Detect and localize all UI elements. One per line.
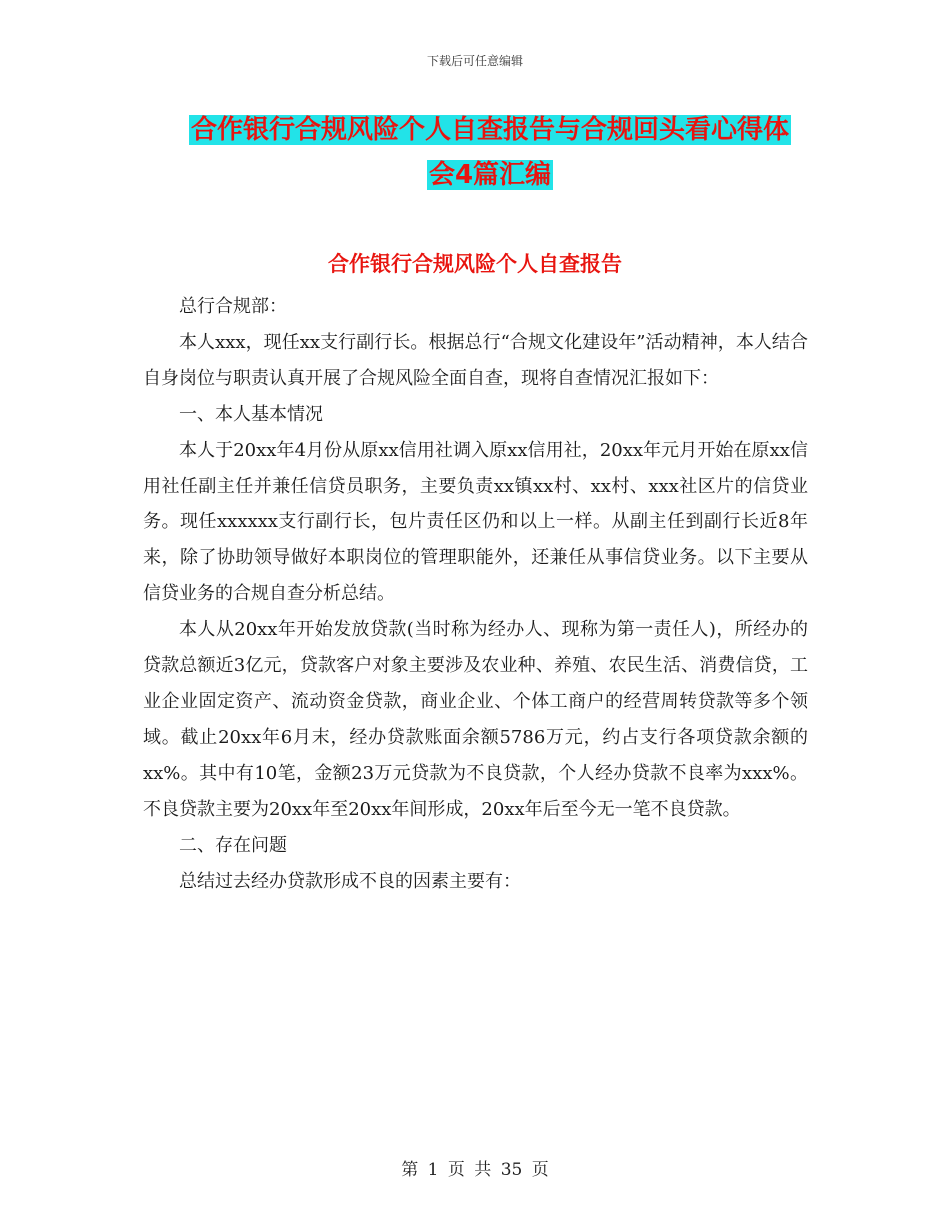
heading-basic-info: 一、本人基本情况 (179, 403, 323, 425)
section-title: 合作银行合规风险个人自查报告 (328, 252, 622, 276)
document-title-line-1: 合作银行合规风险个人自查报告与合规回头看心得体 (190, 115, 789, 145)
paragraph-loans: 本人从20xx年开始发放贷款(当时称为经办人、现称为第一责任人)，所经办的贷款总额近3亿元，贷款客户对象主要涉及农业种、养殖、农民生活、消费信贷，工业企业固定资产、流动资金贷款，商业企业、个体工商户的经营周转贷款等多个领域。截止20xx年6月末，经办贷款账面余额5786万元，约占支行各项贷款余额的xx%。其中有10笔，金额23万元贷款为不良贷款，个人经办贷款不良率为xxx%。不良贷款主要为20xx年至20xx年间形成，20xx年后至今无一笔不良贷款。 (143, 619, 808, 820)
page-number: 第 1 页 共 35 页 (401, 1160, 549, 1180)
paragraph-salutation: 总行合规部： (179, 296, 287, 317)
document-body (143, 289, 808, 899)
paragraph-career: 本人于20xx年4月份从原xx信用社调入原xx信用社，20xx年元月开始在原xx信用社任副主任并兼任信贷员职务，主要负责xx镇xx村、xx村、xxx社区片的信贷业务。现任xxxxxx支行副行长，包片责任区仍和以上一样。从副主任到副行长近8年来，除了协助领导做好本职岗位的管理职能外，还兼任从事信贷业务。以下主要从信贷业务的合规自查分析总结。 (143, 439, 808, 605)
page-header-note: 下载后可任意编辑 (426, 54, 523, 68)
document-title-line-2: 会4篇汇编 (428, 160, 552, 190)
document-title (160, 108, 820, 198)
heading-issues: 二、存在问题 (179, 834, 287, 856)
paragraph-summary: 总结过去经办贷款形成不良的因素主要有： (179, 870, 521, 892)
paragraph-intro: 本人xxx，现任xx支行副行长。根据总行“合规文化建设年”活动精神，本人结合自身岗位与职责认真开展了合规风险全面自查，现将自查情况汇报如下： (143, 331, 808, 389)
